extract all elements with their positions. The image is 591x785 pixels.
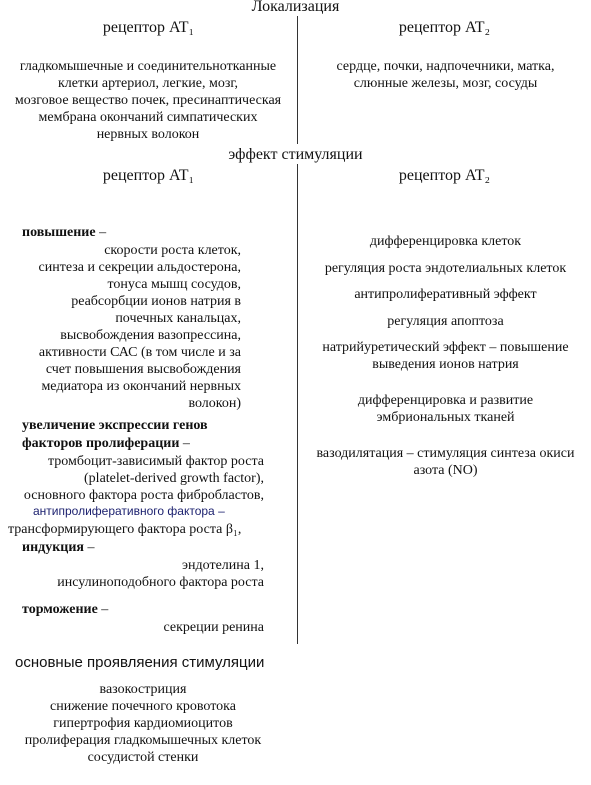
expression-line: тромбоцит-зависимый фактор роста [48, 454, 264, 469]
increase-dash: – [95, 225, 107, 240]
at2-localization-line: слюнные железы, мозг, сосуды [353, 76, 538, 91]
at2-effect-line: дифференцировка и развитие [357, 393, 534, 408]
at1-localization-text [0, 58, 296, 143]
at2-effect-line: выведения ионов натрия [372, 357, 519, 372]
expression-list [0, 453, 264, 504]
expression-dash: – [179, 436, 190, 451]
manifestation-line: гипертрофия кардиомиоцитов [53, 716, 233, 731]
at1-localization-line: клетки артериол, легкие, мозг, [57, 76, 239, 91]
at2-effect-item-3: антипролиферативный эффект [354, 287, 537, 302]
manifestation-line: снижение почечного кровотока [50, 699, 236, 714]
expression-heading-line1: увеличение экспрессии генов [22, 418, 208, 433]
at2-effect-item-6 [300, 392, 591, 426]
at2-effect-line: азота (NO) [413, 463, 478, 478]
at2-effect-line: эмбриональных тканей [376, 410, 515, 425]
manifestation-line: пролиферация гладкомышечных клеток [24, 733, 262, 748]
expression-line: (platelet-derived growth factor), [84, 471, 264, 486]
increase-line: синтеза и секреции альдостерона, [38, 260, 241, 275]
at2-effect-line: натрийуретический эффект – повышение [322, 340, 569, 355]
manifestation-line: сосудистой стенки [87, 750, 199, 765]
localization-title: Локализация [251, 0, 340, 15]
at2-effect-item-7 [300, 445, 591, 479]
inhibition-list [0, 619, 264, 636]
induction-dash: – [84, 540, 95, 555]
expression-line: основного фактора роста фибробластов, [23, 488, 264, 503]
inhibition-label: торможение [22, 602, 98, 617]
induction-heading [22, 539, 95, 556]
at1-localization-line: мембрана окончаний симпатических [38, 110, 258, 125]
expression-heading-line2 [22, 435, 190, 452]
increase-list [0, 242, 241, 412]
increase-line: медиатора из окончаний нервных [41, 379, 241, 394]
at2-header-localization: рецептор AT₂ [398, 19, 491, 36]
at2-effect-item-4: регуляция апоптоза [387, 314, 504, 329]
at1-localization-line: мозговое вещество почек, пресинаптическая [14, 93, 282, 108]
inhibition-line: секреции ренина [163, 620, 264, 635]
induction-line: эндотелина 1, [182, 558, 264, 573]
column-divider-middle [297, 164, 298, 644]
induction-list [0, 557, 264, 591]
at2-localization-line: сердце, почки, надпочечники, матка, [336, 59, 555, 74]
increase-line: волокон) [188, 396, 241, 411]
at2-effect-item-2: регуляция роста эндотелиальных клеток [324, 261, 567, 276]
at1-localization-line: гладкомышечные и соединительнотканные [19, 59, 277, 74]
increase-line: счет повышения высвобождения [45, 362, 241, 377]
induction-label: индукция [22, 540, 84, 555]
increase-heading [22, 224, 106, 241]
increase-line: высвобождения вазопрессина, [60, 328, 241, 343]
increase-label: повышение [22, 225, 96, 240]
at1-localization-line: нервных волокон [96, 127, 200, 142]
antiproliferative-overlay-text: антипролиферативного фактора – [33, 504, 225, 518]
increase-line: почечных канальцах, [115, 311, 241, 326]
at2-effect-line: вазодилятация – стимуляция синтеза окиси [316, 446, 575, 461]
at2-localization-text [300, 58, 591, 92]
inhibition-heading [22, 601, 108, 618]
increase-line: активности САС (в том числе и за [38, 345, 241, 360]
at2-header-effect: рецептор AT₂ [398, 167, 491, 184]
effect-title: эффект стимуляции [228, 146, 363, 163]
at1-header-localization: рецептор AT₁ [102, 19, 195, 36]
manifestations-title: основные проявляения стимуляции [15, 654, 265, 671]
increase-line: скорости роста клеток, [104, 243, 241, 258]
inhibition-dash: – [97, 602, 109, 617]
increase-line: тонуса мышц сосудов, [107, 277, 241, 292]
manifestation-line: вазокостриция [99, 682, 187, 697]
expression-label: факторов пролиферации [22, 436, 180, 451]
manifestations-list [0, 681, 286, 766]
induction-line: инсулиноподобного фактора роста [57, 575, 264, 590]
at2-effect-item-1: дифференцировка клеток [369, 234, 522, 249]
at2-effect-item-5 [300, 339, 591, 373]
at1-header-effect: рецептор AT₁ [102, 167, 195, 184]
increase-line: реабсорбции ионов натрия в [71, 294, 241, 309]
tgf-line: трансформирующего фактора роста β₁, [8, 522, 242, 537]
